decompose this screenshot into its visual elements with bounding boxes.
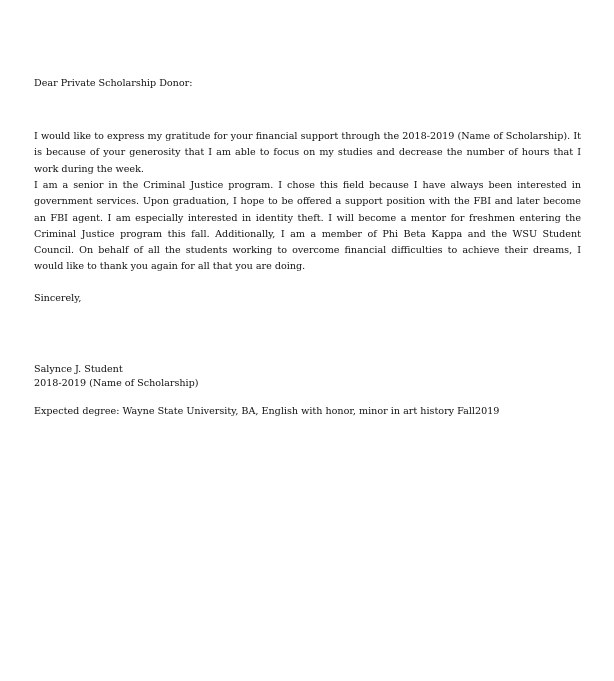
closing: Sincerely, bbox=[34, 293, 82, 304]
signature-scholarship: 2018-2019 (Name of Scholarship) bbox=[34, 378, 199, 389]
signature-name: Salynce J. Student bbox=[34, 364, 123, 375]
background-paragraph: I am a senior in the Criminal Justice program. I chose this field because I have always been interested in government services. Upon graduation, I hope to be offered a support position with the FBI and later become an FBI agent. I am especially interested in identity theft. I will become a mentor for freshmen entering the Criminal Justice program this fall. Additionally, I am a member of Phi Beta Kappa and the WSU Student Council. On behalf of all the students working to overcome financial difficulties to achieve their dreams, I would like to thank you again for all that you are doing. bbox=[34, 180, 581, 273]
expected-degree: Expected degree: Wayne State University, BA, English with honor, minor in art history Fall2019 bbox=[34, 406, 500, 417]
gratitude-paragraph: I would like to express my gratitude for your financial support through the 2018-2019 (Name of Scholarship). It is because of your generosity that I am able to focus on my studies and decrease the number of hours that I work during the week. bbox=[34, 131, 581, 175]
salutation: Dear Private Scholarship Donor: bbox=[34, 78, 193, 89]
